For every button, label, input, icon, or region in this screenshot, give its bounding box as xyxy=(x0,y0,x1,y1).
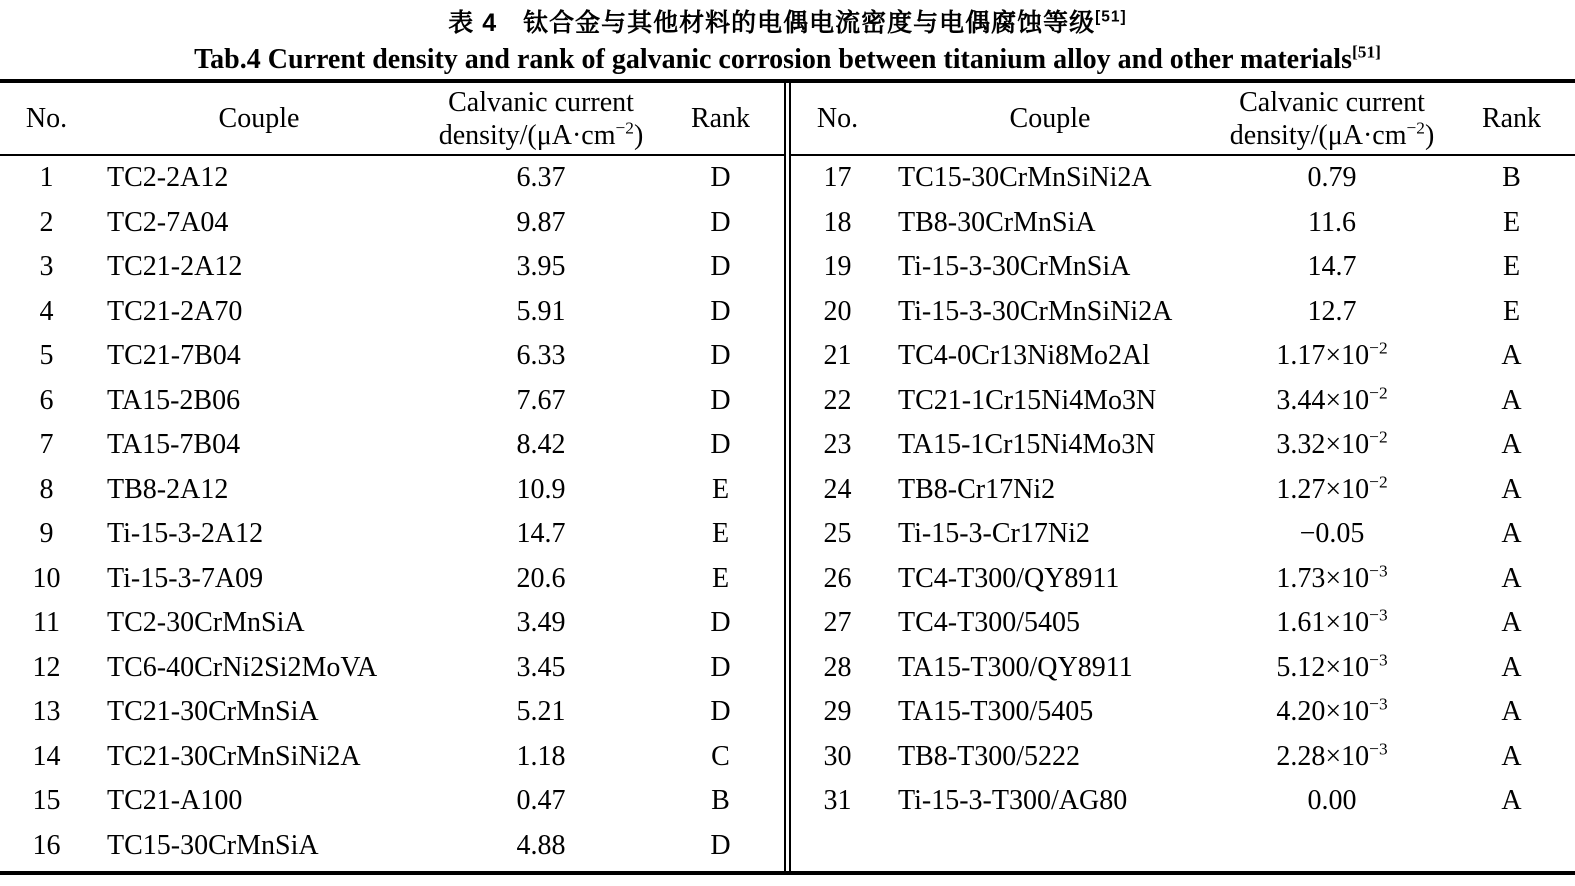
table-row xyxy=(0,646,784,691)
table-row xyxy=(791,201,1575,246)
cell-no: 1 xyxy=(39,162,54,194)
center-double-rule xyxy=(784,83,791,871)
cell-rank: A xyxy=(1501,340,1522,372)
cell-no: 11 xyxy=(33,607,60,639)
right-subtable xyxy=(791,83,1575,871)
table-title-chinese-text: 表 4 钛合金与其他材料的电偶电流密度与电偶腐蚀等级 xyxy=(448,9,1096,37)
cell-rank: A xyxy=(1501,740,1522,772)
cell-no: 18 xyxy=(823,206,852,238)
cell-no: 16 xyxy=(32,829,61,861)
table-row xyxy=(0,601,784,646)
density-exponent: −3 xyxy=(1369,561,1388,581)
table-row xyxy=(791,690,1575,735)
cell-couple: TC4-T300/QY8911 xyxy=(898,562,1120,594)
header-row xyxy=(0,83,784,155)
cell-couple: TB8-Cr17Ni2 xyxy=(898,473,1056,505)
cell-couple: TC21-7B04 xyxy=(107,340,241,372)
cell-couple: TA15-T300/5405 xyxy=(898,696,1094,728)
chinese-citation-superscript: [51] xyxy=(1095,8,1127,26)
cell-rank: A xyxy=(1501,518,1522,550)
right-table-header xyxy=(791,83,1575,155)
cell-couple: TB8-T300/5222 xyxy=(898,740,1080,772)
table-row xyxy=(791,468,1575,513)
cell-rank: E xyxy=(711,518,730,550)
cell-density: 14.7 xyxy=(1307,251,1357,283)
cell-couple: TC2-2A12 xyxy=(107,162,229,194)
cell-no: 2 xyxy=(39,206,54,238)
cell-no: 29 xyxy=(823,696,852,728)
table-row xyxy=(0,245,784,290)
table-row xyxy=(0,557,784,602)
cell-density: 0.47 xyxy=(516,785,566,817)
cell-no: 24 xyxy=(823,473,852,505)
density-header-line2: density/(μA·cm xyxy=(438,119,616,151)
cell-rank: A xyxy=(1501,785,1522,817)
cell-rank: A xyxy=(1501,429,1522,461)
cell-no: 8 xyxy=(39,473,54,505)
cell-density: 5.91 xyxy=(516,295,566,327)
cell-couple: TC6-40CrNi2Si2MoVA xyxy=(107,651,378,683)
density-header-exponent: −2 xyxy=(1406,118,1425,138)
cell-no: 4 xyxy=(39,295,54,327)
cell-couple: TC21-1Cr15Ni4Mo3N xyxy=(898,384,1157,416)
cell-density: 4.88 xyxy=(516,829,566,861)
table-title-chinese xyxy=(0,0,1575,41)
cell-rank: A xyxy=(1501,384,1522,416)
galvanic-corrosion-table xyxy=(0,79,1575,875)
cell-density: 12.7 xyxy=(1307,295,1357,327)
cell-density: 0.79 xyxy=(1307,162,1357,194)
table-row xyxy=(0,468,784,513)
cell-rank: D xyxy=(710,295,731,327)
cell-density: −0.05 xyxy=(1299,518,1365,550)
cell-density: $4.20\times 10^{-3}$ xyxy=(1276,694,1388,728)
cell-density: 7.67 xyxy=(516,384,566,416)
cell-rank: B xyxy=(1502,162,1521,194)
density-header-line2: density/(μA·cm xyxy=(1229,119,1407,151)
cell-couple: TB8-30CrMnSiA xyxy=(898,206,1096,238)
cell-no: 12 xyxy=(32,651,61,683)
cell-no: 17 xyxy=(823,162,852,194)
table-row xyxy=(0,512,784,557)
table-row xyxy=(0,334,784,379)
cell-no: 25 xyxy=(823,518,852,550)
cell-couple: TC2-30CrMnSiA xyxy=(107,607,305,639)
cell-rank: E xyxy=(711,473,730,505)
table-row xyxy=(791,601,1575,646)
cell-no: 15 xyxy=(32,785,61,817)
cell-density: 3.95 xyxy=(516,251,566,283)
table-row xyxy=(791,334,1575,379)
cell-couple: TA15-1Cr15Ni4Mo3N xyxy=(898,429,1156,461)
cell-density: 0.00 xyxy=(1307,785,1357,817)
table-row xyxy=(791,735,1575,780)
cell-rank: B xyxy=(711,785,730,817)
table-row xyxy=(0,824,784,869)
cell-couple: TC4-T300/5405 xyxy=(898,607,1080,639)
cell-couple: TC15-30CrMnSiNi2A xyxy=(898,162,1152,194)
table-title-english xyxy=(0,41,1575,79)
table-row xyxy=(0,735,784,780)
cell-density: $2.28\times 10^{-3}$ xyxy=(1276,739,1388,772)
table-row xyxy=(791,245,1575,290)
cell-density: 9.87 xyxy=(516,206,566,238)
cell-rank: D xyxy=(710,251,731,283)
table-row xyxy=(0,201,784,246)
density-header-close: ) xyxy=(633,119,644,151)
cell-no: 27 xyxy=(823,607,852,639)
cell-no: 14 xyxy=(32,740,61,772)
cell-density: $3.32\times 10^{-2}$ xyxy=(1276,427,1388,461)
cell-couple: Ti-15-3-T300/AG80 xyxy=(898,785,1128,817)
cell-density: 5.21 xyxy=(516,696,566,728)
cell-no: 31 xyxy=(823,785,852,817)
cell-rank: D xyxy=(710,429,731,461)
cell-density: 20.6 xyxy=(516,562,566,594)
cell-density: 6.33 xyxy=(516,340,566,372)
cell-no: 22 xyxy=(823,384,852,416)
cell-no: 19 xyxy=(823,251,852,283)
cell-rank: E xyxy=(1502,206,1521,238)
col-header-couple: Couple xyxy=(93,83,425,155)
density-exponent: −3 xyxy=(1369,605,1388,625)
col-header-density xyxy=(425,83,657,155)
cell-rank: A xyxy=(1501,651,1522,683)
cell-couple: TB8-2A12 xyxy=(107,473,229,505)
cell-couple: TC15-30CrMnSiA xyxy=(107,829,319,861)
right-table xyxy=(791,83,1575,824)
density-header-exponent: −2 xyxy=(615,118,634,138)
col-header-rank: Rank xyxy=(657,83,784,155)
table-title-english-text: Tab.4 Current density and rank of galvanic corrosion between titanium alloy and other materials xyxy=(194,44,1352,75)
table-row xyxy=(0,779,784,824)
cell-rank: D xyxy=(710,829,731,861)
cell-rank: D xyxy=(710,696,731,728)
cell-density: 1.18 xyxy=(516,740,566,772)
table-row xyxy=(0,155,784,201)
cell-rank: D xyxy=(710,162,731,194)
cell-couple: Ti-15-3-7A09 xyxy=(107,562,264,594)
cell-couple: TC4-0Cr13Ni8Mo2Al xyxy=(898,340,1150,372)
cell-no: 10 xyxy=(32,562,61,594)
left-table xyxy=(0,83,784,868)
table-row xyxy=(791,423,1575,468)
cell-no: 30 xyxy=(823,740,852,772)
cell-couple: Ti-15-3-30CrMnSiNi2A xyxy=(898,295,1173,327)
cell-no: 21 xyxy=(823,340,852,372)
cell-density: 3.49 xyxy=(516,607,566,639)
table-row xyxy=(0,423,784,468)
left-subtable xyxy=(0,83,784,871)
table-row xyxy=(0,690,784,735)
cell-density: $1.61\times 10^{-3}$ xyxy=(1276,605,1388,639)
cell-couple: TC21-2A12 xyxy=(107,251,243,283)
table-row xyxy=(791,779,1575,824)
cell-density: $1.17\times 10^{-2}$ xyxy=(1276,338,1388,372)
density-exponent: −3 xyxy=(1369,694,1388,714)
cell-no: 3 xyxy=(39,251,54,283)
cell-couple: TC21-30CrMnSiNi2A xyxy=(107,740,361,772)
table-row xyxy=(791,155,1575,201)
density-header-line1: Calvanic current xyxy=(1239,86,1425,118)
cell-no: 23 xyxy=(823,429,852,461)
col-header-no: No. xyxy=(791,83,884,155)
cell-no: 20 xyxy=(823,295,852,327)
cell-density: $1.27\times 10^{-2}$ xyxy=(1276,472,1388,505)
cell-rank: A xyxy=(1501,562,1522,594)
cell-rank: A xyxy=(1501,696,1522,728)
cell-density: $1.73\times 10^{-3}$ xyxy=(1276,561,1388,594)
cell-density: 6.37 xyxy=(516,162,566,194)
cell-couple: TA15-T300/QY8911 xyxy=(898,651,1133,683)
col-header-no: No. xyxy=(0,83,93,155)
col-header-rank: Rank xyxy=(1448,83,1575,155)
cell-couple: TC21-30CrMnSiA xyxy=(107,696,319,728)
cell-rank: D xyxy=(710,340,731,372)
table-row xyxy=(791,646,1575,691)
cell-density: $5.12\times 10^{-3}$ xyxy=(1276,650,1388,683)
cell-rank: A xyxy=(1501,607,1522,639)
cell-couple: TC21-2A70 xyxy=(107,295,243,327)
cell-couple: TC21-A100 xyxy=(107,785,243,817)
col-header-couple: Couple xyxy=(884,83,1216,155)
density-exponent: −2 xyxy=(1369,427,1388,447)
cell-no: 7 xyxy=(39,429,54,461)
cell-no: 9 xyxy=(39,518,54,550)
density-exponent: −2 xyxy=(1369,383,1388,403)
density-exponent: −2 xyxy=(1369,472,1388,492)
table-row xyxy=(791,512,1575,557)
cell-couple: Ti-15-3-30CrMnSiA xyxy=(898,251,1131,283)
table-row xyxy=(0,290,784,335)
cell-density: $3.44\times 10^{-2}$ xyxy=(1276,383,1388,416)
cell-density: 14.7 xyxy=(516,518,566,550)
density-header-close: ) xyxy=(1424,119,1435,151)
cell-rank: D xyxy=(710,651,731,683)
table-row xyxy=(791,557,1575,602)
left-table-header xyxy=(0,83,784,155)
cell-rank: A xyxy=(1501,473,1522,505)
density-header-line1: Calvanic current xyxy=(448,86,634,118)
cell-density: 10.9 xyxy=(516,473,566,505)
cell-couple: TA15-7B04 xyxy=(107,429,241,461)
density-exponent: −3 xyxy=(1369,650,1388,670)
cell-rank: D xyxy=(710,206,731,238)
table-row xyxy=(0,379,784,424)
density-exponent: −2 xyxy=(1369,338,1388,358)
cell-rank: E xyxy=(1502,295,1521,327)
cell-no: 5 xyxy=(39,340,54,372)
cell-rank: C xyxy=(711,740,730,772)
cell-density: 3.45 xyxy=(516,651,566,683)
english-citation-superscript: [51] xyxy=(1351,42,1381,62)
cell-density: 11.6 xyxy=(1308,206,1356,238)
table-row xyxy=(791,379,1575,424)
cell-no: 28 xyxy=(823,651,852,683)
cell-rank: E xyxy=(1502,251,1521,283)
table-row xyxy=(791,290,1575,335)
cell-no: 26 xyxy=(823,562,852,594)
header-row xyxy=(791,83,1575,155)
cell-rank: E xyxy=(711,562,730,594)
cell-rank: D xyxy=(710,607,731,639)
cell-density: 8.42 xyxy=(516,429,566,461)
cell-couple: Ti-15-3-2A12 xyxy=(107,518,264,550)
cell-couple: TC2-7A04 xyxy=(107,206,229,238)
density-exponent: −3 xyxy=(1369,739,1388,759)
cell-couple: Ti-15-3-Cr17Ni2 xyxy=(898,518,1090,550)
cell-rank: D xyxy=(710,384,731,416)
cell-couple: TA15-2B06 xyxy=(107,384,241,416)
col-header-density xyxy=(1216,83,1448,155)
left-table-body xyxy=(0,155,784,868)
right-table-body xyxy=(791,155,1575,824)
cell-no: 6 xyxy=(39,384,54,416)
cell-no: 13 xyxy=(32,696,61,728)
